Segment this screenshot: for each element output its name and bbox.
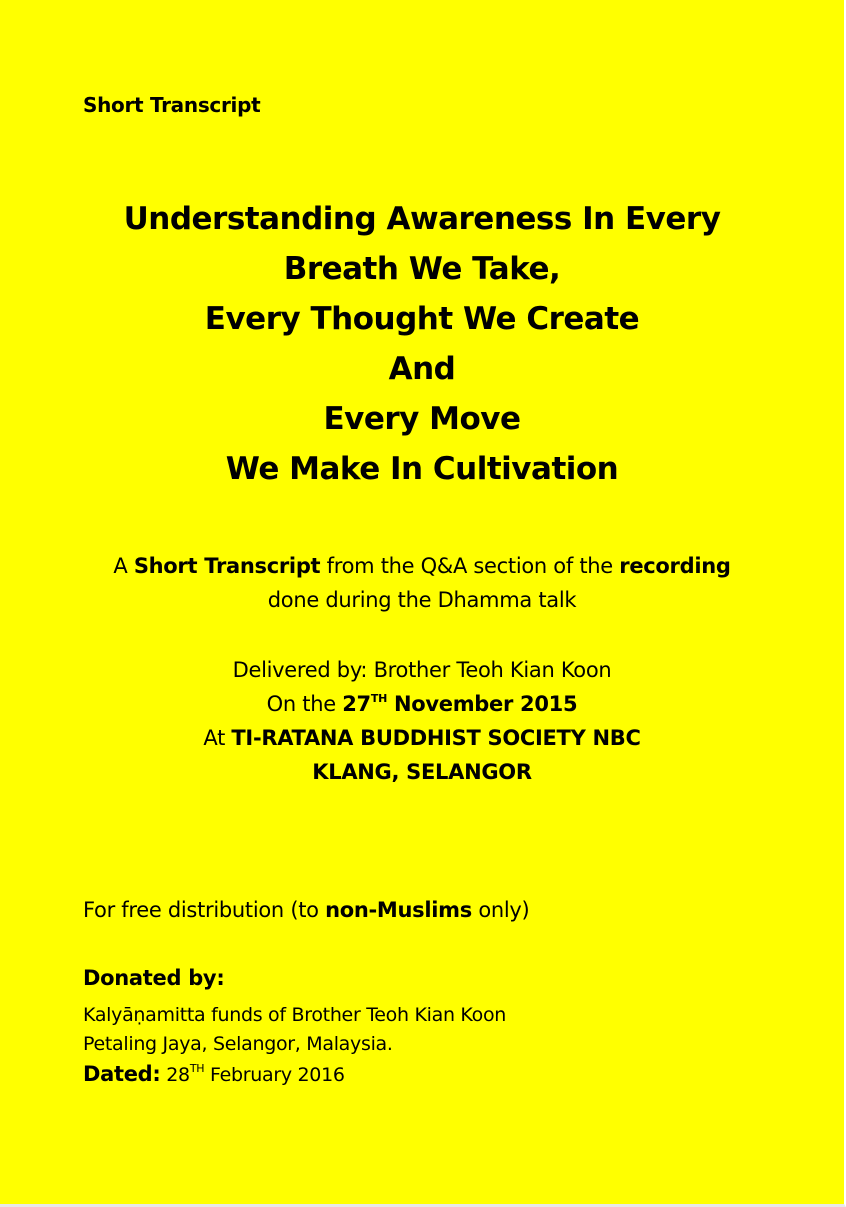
subtitle-middle: from the Q&A section of the [320, 554, 620, 578]
subtitle-prefix: A [113, 554, 134, 578]
delivery-location [0, 757, 844, 791]
donor-line-2: Petaling Jaya, Selangor, Malaysia. [83, 1033, 393, 1055]
document-title [0, 196, 844, 496]
title-line-3: Every Thought We Create [204, 301, 640, 337]
dated-day-suffix: TH [189, 1062, 205, 1075]
delivery-venue [0, 723, 844, 757]
dated-label: Dated: [83, 1062, 161, 1086]
title-line-1: Understanding Awareness In Every [123, 201, 721, 237]
title-line-2: Breath We Take, [283, 251, 561, 287]
delivery-info [0, 655, 844, 791]
dated-line [83, 1062, 345, 1086]
venue-prefix: At [203, 726, 232, 750]
subtitle-line-1 [0, 551, 844, 585]
donor-line-1: Kalyāṇamitta funds of Brother Teoh Kian Koon [83, 1004, 507, 1026]
subtitle-bold-short-transcript: Short Transcript [133, 554, 321, 578]
delivered-by: Delivered by: Brother Teoh Kian Koon [232, 658, 612, 682]
title-line-4: And [388, 351, 456, 387]
dated-rest: February 2016 [204, 1064, 345, 1086]
title-line-6: We Make In Cultivation [225, 451, 619, 487]
date-day-suffix: TH [370, 692, 387, 705]
distribution-note [83, 898, 529, 922]
date-prefix: On the [266, 692, 343, 716]
date-month-year: November 2015 [386, 692, 578, 716]
location-name: KLANG, SELANGOR [312, 760, 532, 784]
subtitle [0, 551, 844, 619]
dated-day: 28 [160, 1064, 190, 1086]
title-line-5: Every Move [323, 401, 521, 437]
distribution-prefix: For free distribution (to [83, 898, 326, 922]
subtitle-line-2: done during the Dhamma talk [267, 588, 577, 612]
subtitle-bold-recording: recording [619, 554, 731, 578]
date-day: 27 [342, 692, 371, 716]
venue-name: TI-RATANA BUDDHIST SOCIETY NBC [231, 726, 641, 750]
distribution-suffix: only) [471, 898, 530, 922]
delivery-date [0, 689, 844, 723]
distribution-bold: non-Muslims [325, 898, 472, 922]
donor-info [83, 1002, 506, 1060]
donated-by-label: Donated by: [83, 966, 225, 990]
header-label: Short Transcript [83, 93, 261, 117]
